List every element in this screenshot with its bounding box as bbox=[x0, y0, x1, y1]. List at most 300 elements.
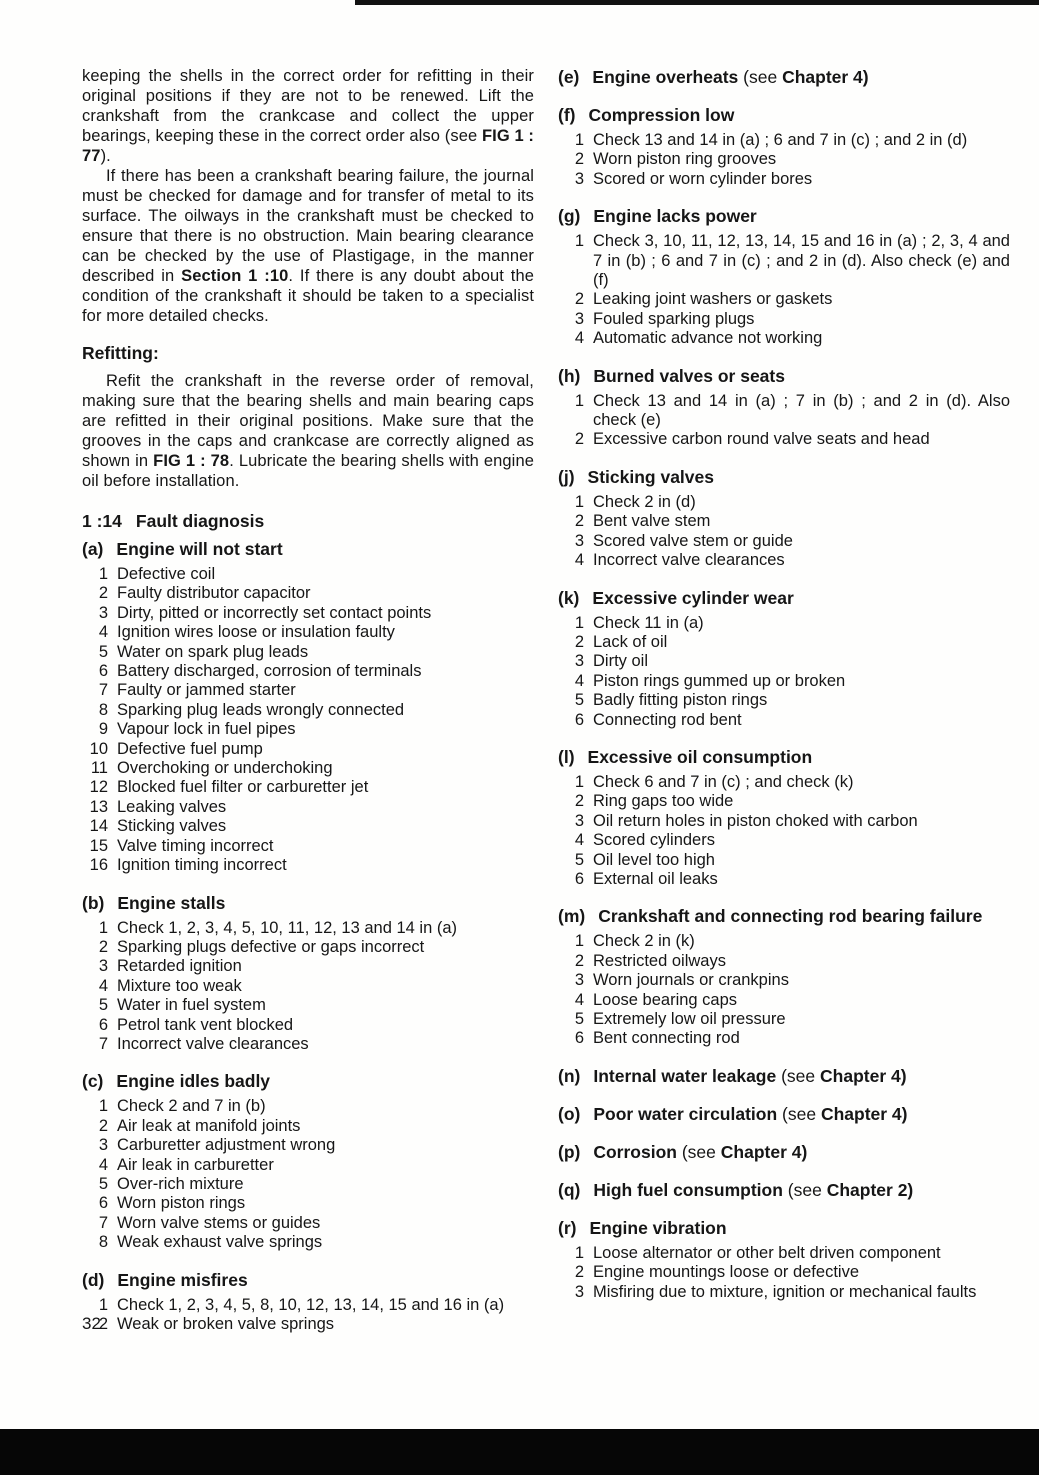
item-text: Check 13 and 14 in (a) ; 7 in (b) ; and 2 in (d). Also check (e) bbox=[593, 391, 1010, 430]
body-text: . If there is any doubt about the condition of the crankshaft it should be taken to a specialist for more detailed checks. bbox=[82, 267, 535, 325]
item-number: 12 bbox=[89, 778, 108, 797]
item-text: Bent valve stem bbox=[593, 512, 711, 531]
item-text: Blocked fuel filter or carburetter jet bbox=[117, 778, 369, 797]
fault-section-heading bbox=[558, 1217, 1010, 1239]
fault-item bbox=[558, 711, 1010, 730]
fault-section-heading bbox=[558, 587, 1010, 609]
fault-item bbox=[82, 662, 534, 681]
item-number: 2 bbox=[574, 951, 584, 970]
item-number: 6 bbox=[574, 1029, 584, 1048]
fault-section-heading bbox=[82, 1070, 534, 1092]
item-number: 5 bbox=[574, 691, 584, 710]
fault-section-heading bbox=[558, 1103, 1010, 1125]
item-number: 4 bbox=[574, 329, 584, 348]
body-text: If there has been a crankshaft bearing failure, the journal must be checked for damage and for transfer of metal to its surface. The oilways in the crankshaft must be checked to ensure that there is no obstruction. Main bearing clearance can be checked by the use of Plastigage, in the manner described in bbox=[82, 167, 534, 285]
item-number: 3 bbox=[574, 1282, 584, 1301]
item-text: Dirty, pitted or incorrectly set contact points bbox=[117, 603, 432, 622]
section-label: (m) bbox=[558, 906, 586, 927]
item-text: Dirty oil bbox=[593, 652, 649, 671]
item-number: 4 bbox=[574, 831, 584, 850]
item-number: 8 bbox=[98, 700, 108, 719]
fault-section-heading bbox=[558, 66, 1010, 88]
fault-item bbox=[558, 551, 1010, 570]
item-text: Air leak at manifold joints bbox=[117, 1116, 301, 1135]
item-number: 2 bbox=[574, 512, 584, 531]
item-text: Check 11 in (a) bbox=[593, 613, 704, 632]
fault-item bbox=[82, 957, 534, 976]
bottom-edge-print-bar bbox=[0, 1429, 1039, 1475]
item-number: 7 bbox=[98, 1213, 108, 1232]
fault-item bbox=[82, 1117, 534, 1136]
section-label: (e) bbox=[558, 67, 580, 87]
fault-section-n bbox=[558, 1065, 1010, 1087]
fault-item bbox=[82, 1214, 534, 1233]
fault-section-d bbox=[82, 1269, 534, 1335]
fault-item bbox=[558, 392, 1010, 431]
item-text: Loose bearing caps bbox=[593, 990, 738, 1009]
fault-item bbox=[82, 1136, 534, 1155]
section-label: (g) bbox=[558, 206, 581, 227]
fault-section-heading bbox=[558, 905, 1010, 927]
fault-item bbox=[82, 720, 534, 739]
section-label: (l) bbox=[558, 746, 575, 767]
section-label: (r) bbox=[558, 1217, 577, 1238]
fault-item bbox=[82, 1194, 534, 1213]
refitting-heading: Refitting: bbox=[82, 343, 159, 363]
item-number: 8 bbox=[98, 1233, 108, 1252]
refitting-paragraph-host bbox=[82, 371, 534, 491]
item-text: Sticking valves bbox=[117, 817, 227, 836]
item-number: 3 bbox=[574, 971, 584, 990]
fault-item bbox=[558, 310, 1010, 329]
fault-section-h bbox=[558, 365, 1010, 450]
item-number: 4 bbox=[574, 551, 584, 570]
item-text: Water on spark plug leads bbox=[117, 642, 309, 661]
fault-section-g bbox=[558, 205, 1010, 348]
fault-item bbox=[82, 1296, 534, 1315]
item-text: Vapour lock in fuel pipes bbox=[117, 720, 296, 739]
fault-section-a bbox=[82, 538, 534, 876]
section-title: Engine vibration bbox=[589, 1217, 727, 1238]
fault-section-heading bbox=[558, 104, 1010, 126]
item-text: Leaking valves bbox=[117, 797, 227, 816]
fault-item bbox=[558, 773, 1010, 792]
item-text: Worn journals or crankpins bbox=[593, 971, 789, 990]
item-text: Overchoking or underchoking bbox=[117, 759, 333, 778]
page-number: 32 bbox=[82, 1314, 101, 1333]
item-number: 11 bbox=[90, 759, 108, 778]
fault-section-heading bbox=[558, 466, 1010, 488]
right-column bbox=[558, 66, 1010, 1318]
section-title: Sticking valves bbox=[587, 466, 714, 487]
fault-section-heading bbox=[558, 365, 1010, 387]
fault-item bbox=[82, 1097, 534, 1116]
fault-item bbox=[82, 798, 534, 817]
section-title: Engine overheats bbox=[592, 67, 739, 87]
section-title: Poor water circulation bbox=[593, 1103, 778, 1124]
fault-item bbox=[558, 971, 1010, 990]
fault-item bbox=[82, 701, 534, 720]
item-number: 3 bbox=[574, 652, 584, 671]
fault-item bbox=[558, 1010, 1010, 1029]
fault-section-p bbox=[558, 1141, 1010, 1163]
fault-section-j bbox=[558, 466, 1010, 571]
fault-section-heading bbox=[558, 1065, 1010, 1087]
item-number: 1 bbox=[574, 772, 584, 791]
item-number: 2 bbox=[98, 1315, 108, 1333]
fault-section-heading bbox=[558, 1141, 1010, 1163]
item-number: 1 bbox=[574, 492, 584, 511]
fault-diagnosis-heading bbox=[82, 511, 534, 532]
intro-paragraphs bbox=[82, 66, 534, 326]
item-number: 1 bbox=[574, 391, 584, 410]
item-text: Check 2 in (d) bbox=[593, 492, 696, 511]
fault-section-r bbox=[558, 1217, 1010, 1302]
body-text: keeping the shells in the correct order for refitting in their original positions if they are not to be renewed. Lift the crankshaft from the crankcase and collect the upper bearings, keeping these in the correct order also (see bbox=[82, 67, 534, 145]
bold-reference: Section 1 :10 bbox=[181, 267, 289, 285]
section-label: (h) bbox=[558, 365, 581, 386]
fault-item bbox=[82, 938, 534, 957]
item-number: 3 bbox=[574, 169, 584, 188]
item-number: 3 bbox=[98, 957, 108, 976]
item-text: Check 13 and 14 in (a) ; 6 and 7 in (c) ; and 2 in (d) bbox=[593, 131, 968, 149]
fault-section-l bbox=[558, 746, 1010, 889]
section-title: High fuel consumption bbox=[593, 1179, 783, 1200]
body-text: Refit the crankshaft in the reverse order of removal, making sure that the bearing shells and main bearing caps are refitted in their original positions. Make sure that the grooves in the caps and crankcase are correctly aligned as shown in bbox=[82, 372, 534, 470]
item-text: Ignition wires loose or insulation faulty bbox=[117, 623, 395, 642]
fault-item bbox=[558, 290, 1010, 309]
item-number: 10 bbox=[89, 739, 108, 758]
fault-item bbox=[82, 643, 534, 662]
fault-section-heading bbox=[558, 205, 1010, 227]
fault-item bbox=[82, 740, 534, 759]
fault-item bbox=[558, 150, 1010, 169]
fault-section-heading bbox=[82, 892, 534, 914]
item-text: Weak exhaust valve springs bbox=[117, 1233, 323, 1252]
item-text: Engine mountings loose or defective bbox=[593, 1263, 859, 1282]
item-text: Lack of oil bbox=[593, 632, 668, 651]
section-see-reference: Chapter 4) bbox=[820, 1103, 908, 1124]
item-number: 4 bbox=[574, 990, 584, 1009]
item-text: Fouled sparking plugs bbox=[593, 309, 755, 328]
item-text: Mixture too weak bbox=[117, 976, 242, 995]
item-text: Check 6 and 7 in (c) ; and check (k) bbox=[593, 772, 854, 791]
item-text: Battery discharged, corrosion of terminals bbox=[117, 662, 422, 681]
item-number: 4 bbox=[98, 976, 108, 995]
section-label: (k) bbox=[558, 587, 580, 608]
fault-section-o bbox=[558, 1103, 1010, 1125]
item-text: External oil leaks bbox=[593, 869, 718, 888]
item-text: Incorrect valve clearances bbox=[117, 1034, 309, 1053]
item-number: 14 bbox=[89, 817, 108, 836]
item-text: Restricted oilways bbox=[593, 951, 726, 970]
item-number: 2 bbox=[574, 150, 584, 169]
fault-item bbox=[82, 1035, 534, 1054]
body-text: ). bbox=[100, 147, 111, 165]
section-see-prefix: (see bbox=[777, 1103, 821, 1124]
section-title: Engine stalls bbox=[117, 892, 226, 913]
top-edge-print-bar bbox=[355, 0, 1039, 5]
fault-section-b bbox=[82, 892, 534, 1055]
item-text: Scored valve stem or guide bbox=[593, 531, 793, 550]
fault-item bbox=[82, 778, 534, 797]
item-number: 6 bbox=[98, 662, 108, 681]
item-number: 9 bbox=[98, 720, 108, 739]
item-text: Air leak in carburetter bbox=[117, 1155, 274, 1174]
item-text: Worn piston ring grooves bbox=[593, 150, 777, 169]
fault-section-e bbox=[558, 66, 1010, 88]
fault-item bbox=[82, 837, 534, 856]
item-text: Defective fuel pump bbox=[117, 739, 263, 758]
section-title: Engine will not start bbox=[116, 539, 283, 559]
item-number: 2 bbox=[574, 430, 584, 449]
fault-item bbox=[558, 633, 1010, 652]
item-text: Faulty or jammed starter bbox=[117, 681, 296, 700]
item-number: 1 bbox=[574, 932, 584, 951]
section-title: Engine lacks power bbox=[593, 206, 757, 227]
item-number: 4 bbox=[574, 671, 584, 690]
item-number: 6 bbox=[98, 1194, 108, 1213]
item-text: Check 1, 2, 3, 4, 5, 10, 11, 12, 13 and 14 in (a) bbox=[117, 918, 457, 937]
item-number: 2 bbox=[574, 792, 584, 811]
fault-item bbox=[558, 493, 1010, 512]
item-text: Oil return holes in piston choked with carbon bbox=[593, 811, 918, 830]
item-number: 3 bbox=[98, 603, 108, 622]
section-see-prefix: (see bbox=[776, 1065, 821, 1086]
section-title: Excessive oil consumption bbox=[587, 746, 813, 767]
fault-item bbox=[82, 1016, 534, 1035]
section-label: (o) bbox=[558, 1103, 581, 1124]
section-title: Corrosion bbox=[593, 1141, 677, 1162]
item-text: Check 1, 2, 3, 4, 5, 8, 10, 12, 13, 14, 15 and 16 in (a) bbox=[117, 1295, 505, 1314]
item-number: 5 bbox=[574, 850, 584, 869]
item-text: Loose alternator or other belt driven component bbox=[593, 1243, 941, 1262]
item-text: Bent connecting rod bbox=[593, 1029, 740, 1048]
item-text: Misfiring due to mixture, ignition or mechanical faults bbox=[593, 1282, 977, 1301]
item-text: Connecting rod bent bbox=[593, 710, 742, 729]
item-number: 1 bbox=[574, 131, 584, 149]
item-number: 5 bbox=[574, 1010, 584, 1028]
bold-reference: FIG 1 : 78 bbox=[153, 452, 230, 470]
paragraph bbox=[82, 371, 534, 491]
fault-item bbox=[558, 792, 1010, 811]
fault-item bbox=[558, 1263, 1010, 1282]
fault-item bbox=[82, 584, 534, 603]
item-number: 1 bbox=[574, 1243, 584, 1262]
item-number: 7 bbox=[98, 681, 108, 700]
item-number: 3 bbox=[574, 531, 584, 550]
section-see-reference: Chapter 4) bbox=[820, 1065, 907, 1086]
item-text: Ignition timing incorrect bbox=[117, 856, 287, 875]
fault-item bbox=[82, 1315, 534, 1334]
item-text: Check 2 and 7 in (b) bbox=[117, 1097, 266, 1116]
fault-item bbox=[558, 430, 1010, 449]
fault-item bbox=[82, 996, 534, 1015]
item-number: 3 bbox=[574, 309, 584, 328]
item-text: Sparking plugs defective or gaps incorrect bbox=[117, 937, 425, 956]
fault-item bbox=[82, 856, 534, 875]
section-title: Burned valves or seats bbox=[593, 365, 785, 386]
fault-section-q bbox=[558, 1179, 1010, 1201]
section-label: (b) bbox=[82, 892, 105, 913]
paragraph bbox=[82, 66, 534, 166]
item-number: 2 bbox=[98, 1116, 108, 1135]
section-label: (n) bbox=[558, 1065, 581, 1086]
item-number: 1 bbox=[574, 613, 584, 632]
fault-item bbox=[82, 565, 534, 584]
fault-section-m bbox=[558, 905, 1010, 1048]
fault-item bbox=[82, 681, 534, 700]
fault-item bbox=[558, 1244, 1010, 1263]
fault-item bbox=[558, 131, 1010, 150]
fault-item bbox=[82, 1233, 534, 1252]
item-text: Water in fuel system bbox=[117, 996, 266, 1015]
item-text: Automatic advance not working bbox=[593, 329, 823, 348]
item-number: 6 bbox=[98, 1015, 108, 1034]
fault-item bbox=[82, 817, 534, 836]
fault-item bbox=[558, 831, 1010, 850]
fault-item bbox=[82, 759, 534, 778]
fault-item bbox=[558, 170, 1010, 189]
fault-item bbox=[82, 1156, 534, 1175]
item-text: Over-rich mixture bbox=[117, 1174, 244, 1193]
section-see-reference: Chapter 4) bbox=[782, 67, 869, 87]
item-text: Worn valve stems or guides bbox=[117, 1213, 321, 1232]
item-number: 2 bbox=[98, 584, 108, 603]
item-text: Carburetter adjustment wrong bbox=[117, 1136, 336, 1155]
fault-item bbox=[558, 652, 1010, 671]
section-label: (q) bbox=[558, 1179, 581, 1200]
fault-item bbox=[82, 1175, 534, 1194]
item-number: 3 bbox=[98, 1136, 108, 1155]
section-label: (c) bbox=[82, 1071, 104, 1092]
item-number: 13 bbox=[89, 797, 108, 816]
body-text: . Lubricate the bearing shells with engine oil before installation. bbox=[82, 452, 534, 490]
fault-item bbox=[558, 614, 1010, 633]
item-text: Incorrect valve clearances bbox=[593, 551, 785, 570]
item-number: 16 bbox=[89, 856, 108, 875]
fault-item bbox=[558, 952, 1010, 971]
fault-item bbox=[558, 1283, 1010, 1302]
fault-section-heading bbox=[558, 746, 1010, 768]
item-number: 4 bbox=[98, 1155, 108, 1174]
item-number: 6 bbox=[574, 710, 584, 729]
section-label: (d) bbox=[82, 1269, 105, 1290]
fault-item bbox=[558, 672, 1010, 691]
fault-item bbox=[558, 870, 1010, 889]
item-number: 1 bbox=[574, 232, 584, 251]
item-text: Badly fitting piston rings bbox=[593, 691, 768, 710]
item-text: Excessive carbon round valve seats and head bbox=[593, 430, 930, 449]
item-text: Check 3, 10, 11, 12, 13, 14, 15 and 16 in (a) ; 2, 3, 4 and 7 in (b) ; 6 and 7 in (c) ; and 2 in (d). Also check (e) and (f) bbox=[593, 232, 1010, 290]
item-number: 4 bbox=[98, 623, 108, 642]
item-number: 7 bbox=[98, 1034, 108, 1053]
section-see-reference: Chapter 4) bbox=[720, 1141, 808, 1162]
item-text: Defective coil bbox=[117, 565, 216, 583]
item-text: Extremely low oil pressure bbox=[593, 1010, 786, 1028]
section-label: (a) bbox=[82, 539, 104, 559]
fault-section-k bbox=[558, 587, 1010, 730]
item-text: Ring gaps too wide bbox=[593, 792, 734, 811]
item-text: Weak or broken valve springs bbox=[117, 1315, 335, 1333]
fault-item bbox=[558, 1029, 1010, 1048]
section-label: (f) bbox=[558, 105, 576, 125]
fault-item bbox=[558, 932, 1010, 951]
fault-item bbox=[82, 919, 534, 938]
item-number: 15 bbox=[89, 836, 108, 855]
section-label: (j) bbox=[558, 466, 575, 487]
fault-item bbox=[82, 977, 534, 996]
item-number: 5 bbox=[98, 996, 108, 1015]
fault-item bbox=[558, 232, 1010, 290]
item-number: 1 bbox=[98, 565, 108, 583]
fault-item bbox=[82, 623, 534, 642]
fault-heading-title: Fault diagnosis bbox=[135, 511, 265, 531]
section-see-prefix: (see bbox=[738, 67, 783, 87]
item-number: 3 bbox=[574, 811, 584, 830]
item-number: 2 bbox=[98, 937, 108, 956]
item-text: Leaking joint washers or gaskets bbox=[593, 290, 833, 309]
item-text: Petrol tank vent blocked bbox=[117, 1015, 294, 1034]
item-text: Oil level too high bbox=[593, 850, 715, 869]
section-title: Excessive cylinder wear bbox=[592, 587, 794, 608]
item-number: 5 bbox=[98, 1174, 108, 1193]
item-text: Scored cylinders bbox=[593, 831, 715, 850]
item-number: 5 bbox=[98, 642, 108, 661]
fault-item bbox=[558, 329, 1010, 348]
fault-item bbox=[82, 604, 534, 623]
bold-reference: FIG 1 : 77 bbox=[82, 127, 535, 165]
section-title: Engine misfires bbox=[117, 1269, 248, 1290]
item-number: 6 bbox=[574, 869, 584, 888]
item-text: Worn piston rings bbox=[117, 1194, 246, 1213]
item-text: Faulty distributor capacitor bbox=[117, 584, 311, 603]
paragraph bbox=[82, 166, 534, 326]
fault-item bbox=[558, 691, 1010, 710]
item-text: Sparking plug leads wrongly connected bbox=[117, 700, 405, 719]
left-column bbox=[82, 66, 534, 1350]
fault-section-heading bbox=[82, 1269, 534, 1291]
item-number: 2 bbox=[574, 290, 584, 309]
fault-item bbox=[558, 512, 1010, 531]
fault-item bbox=[558, 812, 1010, 831]
item-number: 1 bbox=[98, 1295, 108, 1314]
fault-section-heading bbox=[558, 1179, 1010, 1201]
section-title: Crankshaft and connecting rod bearing failure bbox=[598, 906, 983, 927]
item-text: Piston rings gummed up or broken bbox=[593, 671, 846, 690]
left-fault-sections bbox=[82, 538, 534, 1334]
item-text: Retarded ignition bbox=[117, 957, 242, 976]
section-see-prefix: (see bbox=[782, 1179, 827, 1200]
item-text: Scored or worn cylinder bores bbox=[593, 169, 813, 188]
item-text: Check 2 in (k) bbox=[593, 932, 695, 951]
fault-section-c bbox=[82, 1070, 534, 1252]
item-number: 2 bbox=[574, 632, 584, 651]
item-number: 1 bbox=[98, 1097, 108, 1116]
section-title: Internal water leakage bbox=[593, 1065, 777, 1086]
fault-section-heading bbox=[82, 538, 534, 560]
section-title: Compression low bbox=[588, 105, 735, 125]
section-label: (p) bbox=[558, 1141, 581, 1162]
fault-item bbox=[558, 532, 1010, 551]
fault-section-f bbox=[558, 104, 1010, 189]
item-number: 1 bbox=[98, 918, 108, 937]
section-see-reference: Chapter 2) bbox=[826, 1179, 914, 1200]
fault-item bbox=[558, 851, 1010, 870]
section-see-prefix: (see bbox=[676, 1141, 721, 1162]
right-fault-sections bbox=[558, 66, 1010, 1302]
section-title: Engine idles badly bbox=[116, 1071, 271, 1092]
